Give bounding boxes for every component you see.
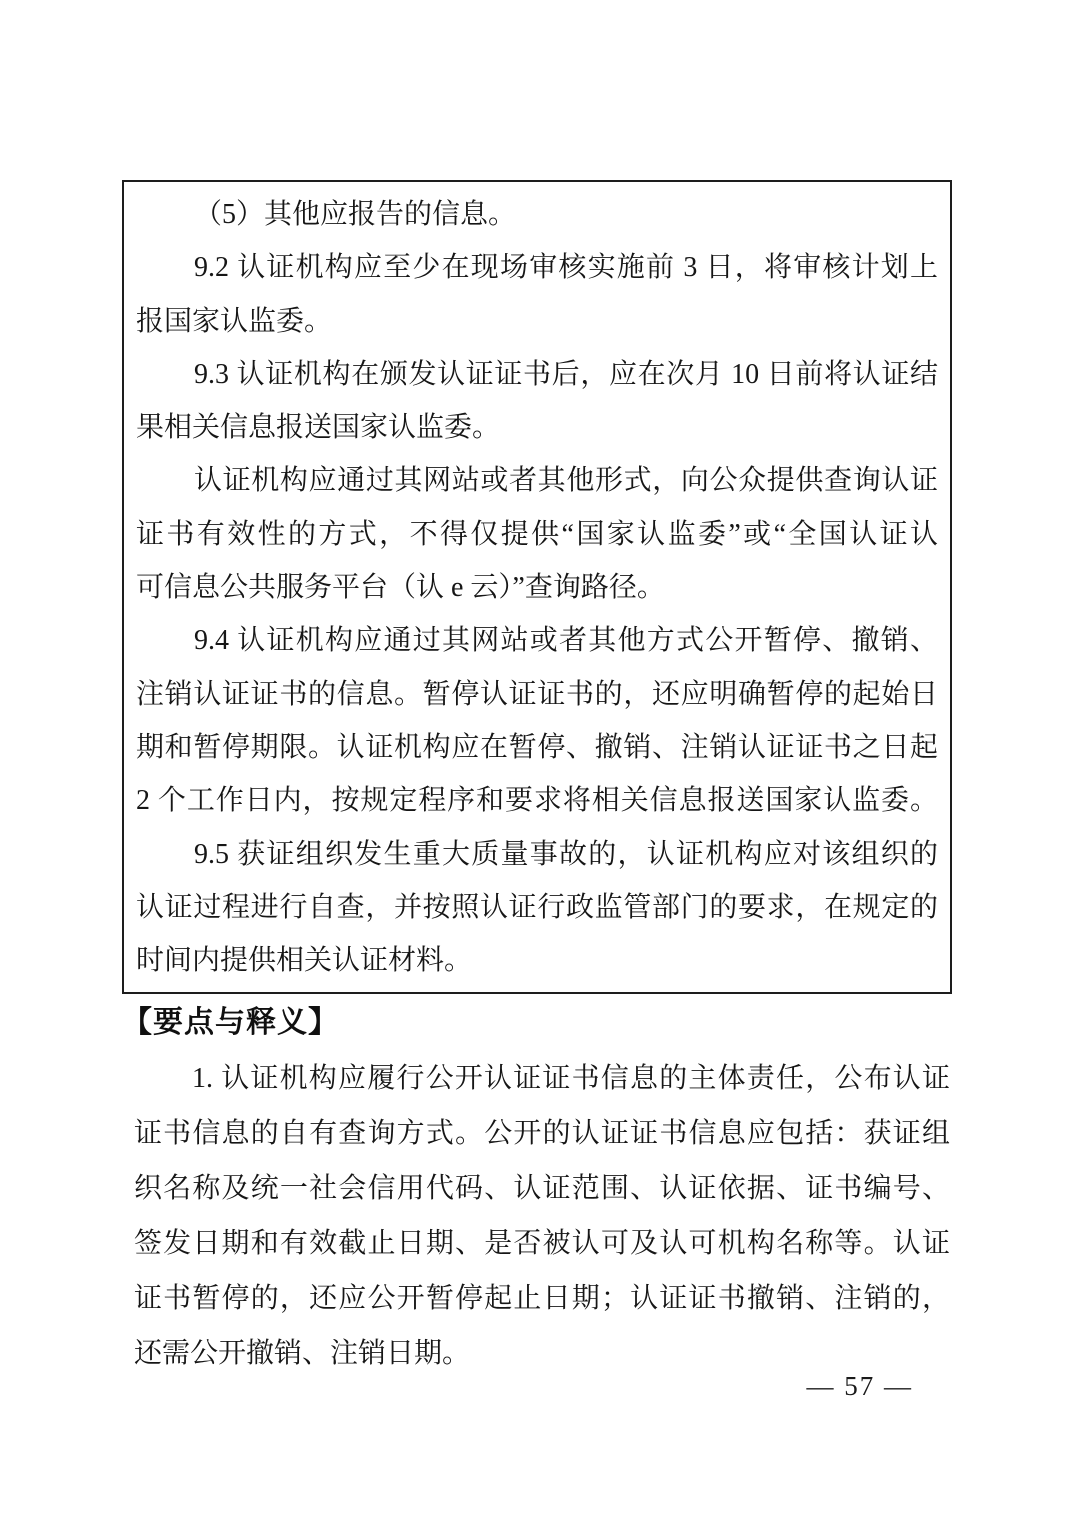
annotation-section (122, 995, 950, 1381)
text-line: 证书信息的自有查询方式。公开的认证证书信息应包括：获证组 (134, 1118, 950, 1149)
text-line: 织名称及统一社会信用代码、认证范围、认证依据、证书编号、 (134, 1173, 950, 1204)
text-line: 9.5 获证组织发生重大质量事故的，认证机构应对该组织的 (194, 838, 938, 870)
text-line: 9.3 认证机构在颁发认证证书后，应在次月 10 日前将认证结 (194, 358, 938, 390)
text-line: 时间内提供相关认证材料。 (136, 945, 473, 977)
text-line: （5）其他应报告的信息。 (194, 199, 517, 230)
text-line: 签发日期和有效截止日期、是否被认可及认可机构名称等。认证 (134, 1228, 950, 1259)
text-line: 认证机构应通过其网站或者其他形式，向公众提供查询认证 (194, 465, 938, 497)
text-line: 果相关信息报送国家认监委。 (136, 412, 501, 444)
text-line: 1. 认证机构应履行公开认证证书信息的主体责任，公布认证 (192, 1063, 950, 1094)
text-line: 注销认证证书的信息。暂停认证证书的，还应明确暂停的起始日 (136, 678, 938, 710)
section-heading: 【要点与释义】 (122, 1006, 339, 1039)
text-line: 9.2 认证机构应至少在现场审核实施前 3 日，将审核计划上 (194, 252, 938, 284)
text-line: 可信息公共服务平台（认 e 云）”查询路径。 (136, 572, 665, 604)
text-line: 报国家认监委。 (136, 305, 333, 337)
text-line: 认证过程进行自查，并按照认证行政监管部门的要求，在规定的 (136, 891, 938, 923)
text-line: 证书有效性的方式，不得仅提供“国家认监委”或“全国认证认 (136, 518, 938, 550)
text-line: 9.4 认证机构应通过其网站或者其他方式公开暂停、撤销、 (194, 625, 938, 657)
text-line: 2 个工作日内，按规定程序和要求将相关信息报送国家认监委。 (136, 785, 938, 817)
text-line: 期和暂停期限。认证机构应在暂停、撤销、注销认证证书之日起 (136, 731, 938, 763)
text-line: 证书暂停的，还应公开暂停起止日期；认证证书撤销、注销的， (134, 1283, 950, 1314)
page-number: — 57 — (806, 1371, 913, 1401)
boxed-clause-section (122, 180, 952, 994)
text-line: 还需公开撤销、注销日期。 (134, 1338, 471, 1369)
